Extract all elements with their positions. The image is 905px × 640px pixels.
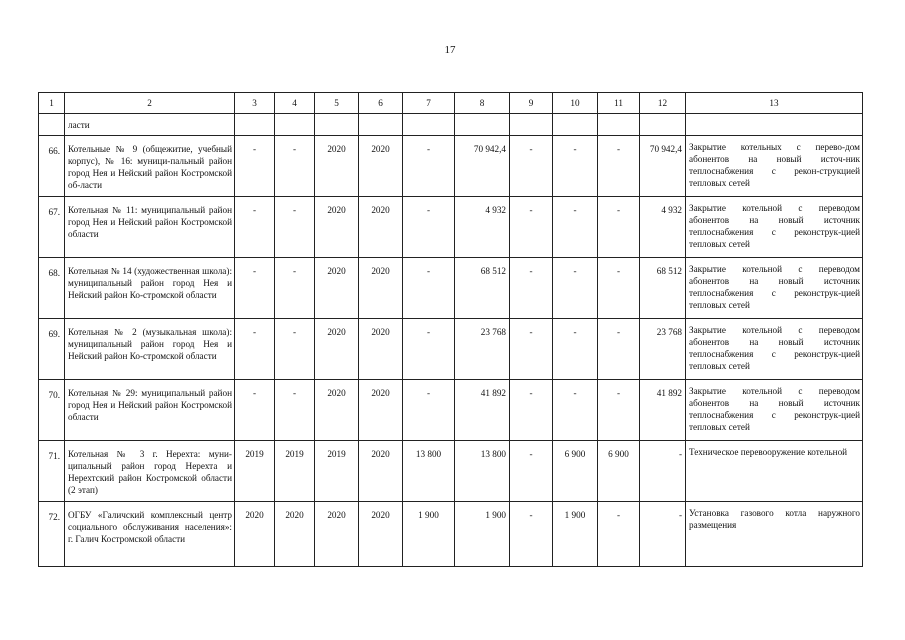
header-cell: 6 — [359, 93, 403, 114]
row-number: 66. — [39, 136, 65, 197]
col-9-cell: - — [510, 136, 553, 197]
col-12-cell: 23 768 — [640, 319, 686, 380]
object-name: ОГБУ «Галичский комплексный центр социального обслуживания населения»: г. Галич Костромской области — [65, 502, 235, 567]
col-9-cell: - — [510, 197, 553, 258]
object-name: Котельные № 9 (общежитие, учебный корпус), № 16: муници-пальный район город Нея и Нейский район Костромской об-ласти — [65, 136, 235, 197]
col-7-cell: 1 900 — [403, 502, 455, 567]
data-table — [38, 92, 863, 567]
col-10-cell: - — [553, 319, 598, 380]
row-number: 72. — [39, 502, 65, 567]
row-number: 70. — [39, 380, 65, 441]
col-10-cell: 1 900 — [553, 502, 598, 567]
header-cell: 3 — [235, 93, 275, 114]
header-cell: 11 — [598, 93, 640, 114]
col-9-cell: - — [510, 502, 553, 567]
col-5-cell: 2020 — [315, 197, 359, 258]
col-10-cell: - — [553, 380, 598, 441]
header-cell: 10 — [553, 93, 598, 114]
col-12-cell: - — [640, 441, 686, 502]
col-11-cell: - — [598, 258, 640, 319]
object-name: Котельная № 2 (музыкальная школа): муниципальный район город Нея и Нейский район Ко-стромской области — [65, 319, 235, 380]
col-4-cell: - — [275, 136, 315, 197]
col-3-cell: - — [235, 319, 275, 380]
continuation-text: ласти — [65, 114, 235, 136]
col-6-cell: 2020 — [359, 197, 403, 258]
col-8-cell: 68 512 — [455, 258, 510, 319]
header-cell: 8 — [455, 93, 510, 114]
col-3-cell: 2019 — [235, 441, 275, 502]
col-6-cell: 2020 — [359, 319, 403, 380]
description-cell: Техническое перевооружение котельной — [686, 441, 863, 502]
col-12-cell: 68 512 — [640, 258, 686, 319]
col-7-cell: - — [403, 258, 455, 319]
object-name: Котельная № 14 (художественная школа): муниципальный район город Нея и Нейский район Ко-стромской области — [65, 258, 235, 319]
col-4-cell: 2019 — [275, 441, 315, 502]
col-7-cell: - — [403, 197, 455, 258]
table-row — [39, 197, 863, 258]
col-9-cell: - — [510, 380, 553, 441]
col-12-cell: 70 942,4 — [640, 136, 686, 197]
col-4-cell: - — [275, 380, 315, 441]
header-cell: 4 — [275, 93, 315, 114]
description-cell: Закрытие котельной с переводом абонентов на новый источник теплоснабжения с реконструк-цией тепловых сетей — [686, 380, 863, 441]
col-5-cell: 2019 — [315, 441, 359, 502]
header-cell: 13 — [686, 93, 863, 114]
object-name: Котельная № 11: муниципальный район город Нея и Нейский район Костромской области — [65, 197, 235, 258]
col-10-cell: - — [553, 258, 598, 319]
col-3-cell: - — [235, 258, 275, 319]
object-name: Котельная № 29: муниципальный район город Нея и Нейский район Костромской области — [65, 380, 235, 441]
col-7-cell: - — [403, 380, 455, 441]
description-cell: Закрытие котельной с переводом абонентов на новый источник теплоснабжения с реконструк-цией тепловых сетей — [686, 319, 863, 380]
object-name: Котельная № 3 г. Нерехта: муни-ципальный район город Нерехта и Нерехтский район Костромской области (2 этап) — [65, 441, 235, 502]
col-12-cell: 41 892 — [640, 380, 686, 441]
col-12-cell: - — [640, 502, 686, 567]
col-3-cell: - — [235, 197, 275, 258]
col-11-cell: - — [598, 319, 640, 380]
col-6-cell: 2020 — [359, 441, 403, 502]
header-cell: 9 — [510, 93, 553, 114]
col-3-cell: - — [235, 380, 275, 441]
col-10-cell: - — [553, 197, 598, 258]
col-8-cell: 13 800 — [455, 441, 510, 502]
description-cell: Закрытие котельной с переводом абонентов на новый источник теплоснабжения с реконструк-цией тепловых сетей — [686, 258, 863, 319]
row-number: 69. — [39, 319, 65, 380]
table-row — [39, 380, 863, 441]
col-10-cell: - — [553, 136, 598, 197]
col-8-cell: 41 892 — [455, 380, 510, 441]
col-6-cell: 2020 — [359, 502, 403, 567]
col-6-cell: 2020 — [359, 380, 403, 441]
row-number: 67. — [39, 197, 65, 258]
description-cell: Закрытие котельных с перево-дом абонентов на новый источ-ник теплоснабжения с рекон-струкцией тепловых сетей — [686, 136, 863, 197]
table-row — [39, 319, 863, 380]
table-row — [39, 441, 863, 502]
col-9-cell: - — [510, 441, 553, 502]
col-7-cell: - — [403, 136, 455, 197]
header-row — [39, 93, 863, 114]
description-cell: Закрытие котельной с переводом абонентов на новый источник теплоснабжения с реконструк-цией тепловых сетей — [686, 197, 863, 258]
col-8-cell: 70 942,4 — [455, 136, 510, 197]
col-11-cell: - — [598, 502, 640, 567]
header-cell: 1 — [39, 93, 65, 114]
header-cell: 2 — [65, 93, 235, 114]
col-6-cell: 2020 — [359, 136, 403, 197]
col-8-cell: 1 900 — [455, 502, 510, 567]
table-row — [39, 502, 863, 567]
col-11-cell: - — [598, 380, 640, 441]
col-3-cell: 2020 — [235, 502, 275, 567]
row-number: 68. — [39, 258, 65, 319]
col-9-cell: - — [510, 258, 553, 319]
col-4-cell: - — [275, 197, 315, 258]
table-row — [39, 258, 863, 319]
col-7-cell: - — [403, 319, 455, 380]
col-12-cell: 4 932 — [640, 197, 686, 258]
col-11-cell: 6 900 — [598, 441, 640, 502]
col-8-cell: 23 768 — [455, 319, 510, 380]
col-5-cell: 2020 — [315, 502, 359, 567]
col-5-cell: 2020 — [315, 258, 359, 319]
header-cell: 7 — [403, 93, 455, 114]
col-5-cell: 2020 — [315, 136, 359, 197]
col-5-cell: 2020 — [315, 380, 359, 441]
col-9-cell: - — [510, 319, 553, 380]
col-4-cell: 2020 — [275, 502, 315, 567]
col-11-cell: - — [598, 197, 640, 258]
table-row — [39, 136, 863, 197]
col-10-cell: 6 900 — [553, 441, 598, 502]
col-7-cell: 13 800 — [403, 441, 455, 502]
page-number: 17 — [444, 44, 456, 56]
col-4-cell: - — [275, 258, 315, 319]
header-cell: 5 — [315, 93, 359, 114]
col-8-cell: 4 932 — [455, 197, 510, 258]
col-3-cell: - — [235, 136, 275, 197]
col-11-cell: - — [598, 136, 640, 197]
continuation-row — [39, 114, 863, 136]
description-cell: Установка газового котла наружного размещения — [686, 502, 863, 567]
col-4-cell: - — [275, 319, 315, 380]
col-6-cell: 2020 — [359, 258, 403, 319]
header-cell: 12 — [640, 93, 686, 114]
row-number: 71. — [39, 441, 65, 502]
col-5-cell: 2020 — [315, 319, 359, 380]
